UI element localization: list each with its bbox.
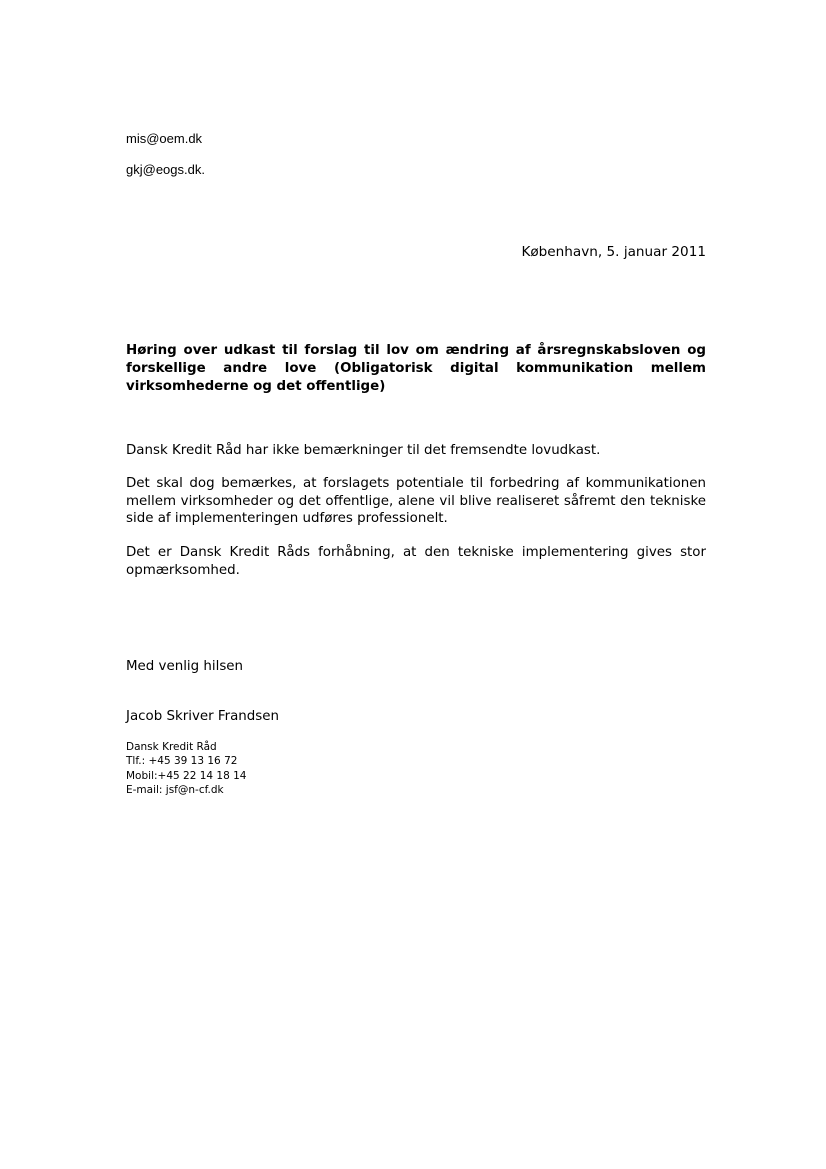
signer-name: Jacob Skriver Frandsen xyxy=(126,709,279,724)
body-paragraph-2: Det skal dog bemærkes, at forslagets potentiale til forbedring af kommunikationen mellem virksomheder og det offentlige, alene vil blive realiseret såfremt den tekniske side af implementeringen udføres professionelt. xyxy=(126,476,706,526)
closing-greeting: Med venlig hilsen xyxy=(126,659,244,674)
letter-subject: Høring over udkast til forslag til lov om ændring af årsregnskabsloven og forskellige andre love (Obligatorisk digital kommunikation mellem virksomhederne og det offentlige) xyxy=(126,343,706,394)
contact-phone: Tlf.: +45 39 13 16 72 xyxy=(126,755,238,768)
recipient-email-2: gkj@eogs.dk. xyxy=(126,162,205,177)
body-paragraph-1: Dansk Kredit Råd har ikke bemærkninger til det fremsendte lovudkast. xyxy=(126,443,601,458)
contact-organization: Dansk Kredit Råd xyxy=(126,741,217,753)
recipient-email-1: mis@oem.dk xyxy=(126,131,203,146)
contact-block xyxy=(126,740,246,798)
contact-email: E-mail: jsf@n-cf.dk xyxy=(126,784,224,797)
contact-mobile: Mobil:+45 22 14 18 14 xyxy=(126,769,247,782)
letter-date: København, 5. januar 2011 xyxy=(521,244,706,260)
body-paragraph-3: Det er Dansk Kredit Råds forhåbning, at den tekniske implementering gives stor opmærksomhed. xyxy=(126,545,706,578)
